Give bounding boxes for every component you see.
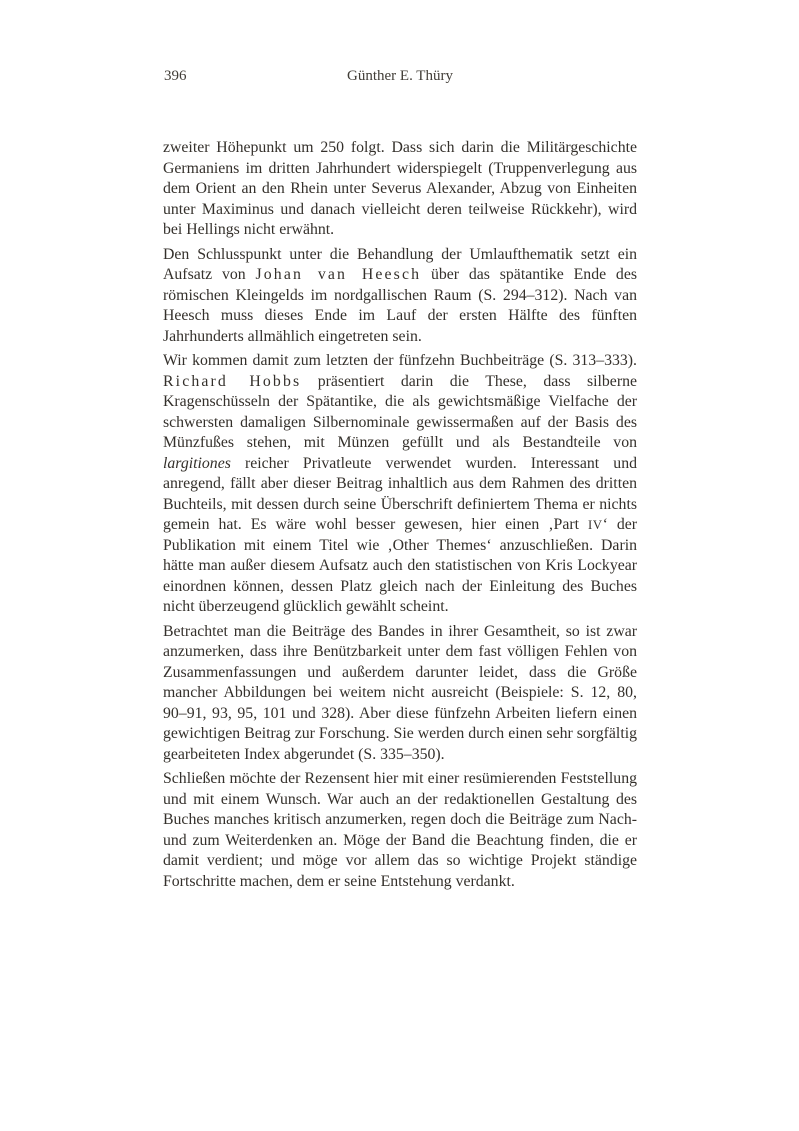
paragraph-text: reicher Privatleute verwendet wurden. Interessant und anregend, fällt aber dieser Beitrag inhaltlich aus dem Rahmen des dritten Buchteils, mit dessen durch seine Überschrift definiertem Thema er nichts gemein hat. Es wäre wohl besser gewesen, hier einen ‚Part [163, 454, 637, 533]
person-name: Richard Hobbs [163, 372, 302, 390]
paragraph-text: Wir kommen damit zum letzten der fünfzehn Buchbeiträge (S. 313–333). [163, 352, 637, 369]
paragraph-3 [163, 351, 637, 618]
paragraph-2 [163, 245, 637, 348]
page-number: 396 [164, 68, 187, 84]
paragraph-text: präsentiert darin die These, dass silberne Kragenschüsseln der Spätantike, die als gewichtsmäßige Vielfache der schwersten damaligen Silbernominale gewissermaßen auf der Basis des Münzfußes stehen, mit Münzen gefüllt und als Bestandteile von [163, 372, 637, 451]
paragraph-5 [163, 769, 637, 892]
page-body [163, 138, 637, 896]
roman-numeral: IV [587, 518, 603, 532]
paragraph-text: über das spätantike Ende des römischen Kleingelds im nordgallischen Raum (S. 294–312). Nach van Heesch muss dieses Ende im Lauf der ersten Hälfte des fünften Jahrhunderts allmählich eingetreten sein. [163, 266, 637, 345]
paragraph-text: zweiter Höhepunkt um 250 folgt. Dass sich darin die Militärgeschichte Germaniens im dritten Jahrhundert widerspiegelt (Truppenverlegung aus dem Orient an den Rhein unter Severus Alexander, Abzug von Einheiten unter Maximinus und danach vielleicht deren teilweise Rückkehr), wird bei Hellings nicht erwähnt. [163, 139, 637, 238]
person-name: Johan van Heesch [255, 266, 422, 283]
paragraph-text: ‘ der Publikation mit einem Titel wie ‚Other Themes‘ anzuschließen. Darin hätte man außer diesem Aufsatz auch den statistischen von Kris Lockyear einordnen können, dessen Platz gleich nach der Einleitung des Buches nicht überzeugend glücklich gewählt scheint. [163, 516, 637, 615]
paragraph-text: Betrachtet man die Beiträge des Bandes in ihrer Gesamtheit, so ist zwar anzumerken, dass ihre Benützbarkeit unter dem fast völligen Fehlen von Zusammenfassungen und außerdem darunter leidet, dass die Größe mancher Abbildungen bei weitem nicht ausreicht (Beispiele: S. 12, 80, 90–91, 93, 95, 101 und 328). Aber diese fünfzehn Arbeiten liefern einen gewichtigen Beitrag zur Forschung. Sie werden durch einen sehr sorgfältig gearbeiteten Index abgerundet (S. 335–350). [163, 622, 637, 763]
paragraph-1 [163, 138, 637, 241]
paragraph-text: Schließen möchte der Rezensent hier mit einer resümierenden Feststellung und mit einem Wunsch. War auch an der redaktionellen Gestaltung des Buches manches kritisch anzumerken, regen doch die Beiträge zum Nach- und zum Weiterdenken an. Möge der Band die Beachtung finden, die er damit verdient; und möge vor allem das so wichtige Projekt ständige Fortschritte machen, dem er seine Entstehung verdankt. [163, 770, 637, 890]
paragraph-text: Den Schlusspunkt unter die Behandlung der Umlaufthematik setzt ein Aufsatz von [163, 245, 637, 283]
running-title: Günther E. Thüry [347, 68, 453, 84]
paragraph-4 [163, 622, 637, 766]
latin-term: largitiones [163, 454, 231, 472]
page-header [163, 66, 637, 86]
